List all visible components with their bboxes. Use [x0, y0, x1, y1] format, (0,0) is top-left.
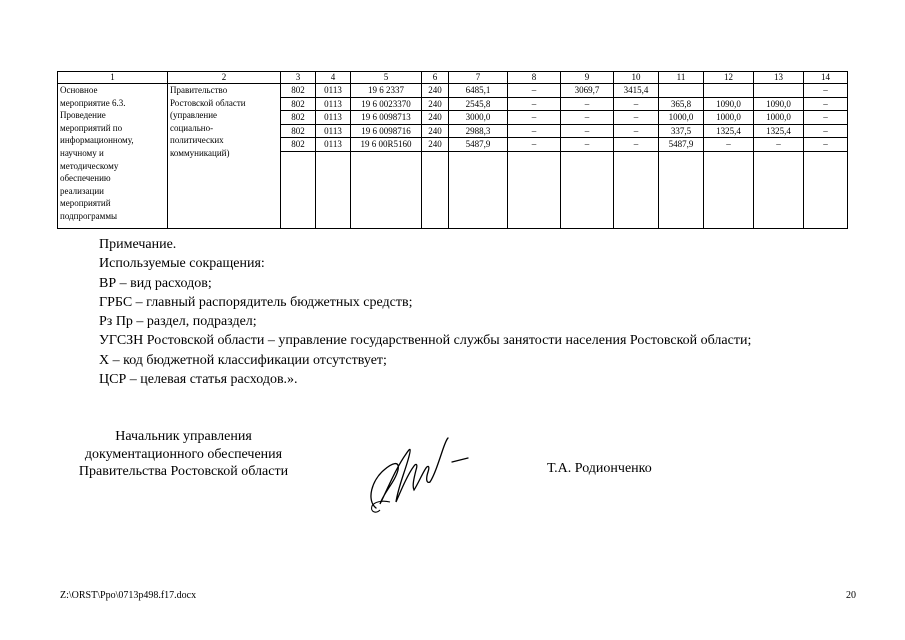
signatory-name: Т.А. Родионченко	[547, 461, 652, 476]
column-header: 12	[704, 72, 754, 84]
empty-cell	[351, 151, 422, 228]
activity-line: мероприятий по	[60, 122, 123, 133]
table-cell: 1325,4	[704, 124, 754, 138]
table-cell: 0113	[316, 124, 351, 138]
table-cell	[704, 84, 754, 98]
table-cell: –	[561, 138, 614, 152]
table-cell: –	[614, 97, 659, 111]
note-line: Примечание.	[99, 237, 177, 252]
empty-cell	[508, 151, 561, 228]
note-line: УГСЗН Ростовской области – управление государственной службы занятости населения Ростовской области;	[99, 333, 752, 349]
table-cell: –	[704, 138, 754, 152]
column-header: 5	[351, 72, 422, 84]
table-cell: 0113	[316, 138, 351, 152]
table-cell: 802	[281, 111, 316, 125]
column-header: 10	[614, 72, 659, 84]
activity-line: подпрограммы	[60, 210, 118, 221]
activity-line: мероприятие 6.3.	[60, 97, 126, 108]
table-cell: 1090,0	[704, 97, 754, 111]
table-cell: 240	[422, 84, 449, 98]
table-cell: 3415,4	[614, 84, 659, 98]
empty-cell	[614, 151, 659, 228]
table-cell: 2988,3	[449, 124, 508, 138]
column-header: 11	[659, 72, 704, 84]
note-line: Рз Пр – раздел, подраздел;	[99, 314, 257, 330]
column-header: 8	[508, 72, 561, 84]
table-cell: 19 6 2337	[351, 84, 422, 98]
table-cell: 1000,0	[659, 111, 704, 125]
empty-cell	[754, 151, 804, 228]
table-cell: 19 6 00R5160	[351, 138, 422, 152]
note-line: Х – код бюджетной классификации отсутствует;	[99, 352, 387, 368]
empty-cell	[804, 151, 848, 228]
activity-line: информационному,	[60, 135, 134, 146]
activity-cell	[58, 84, 168, 229]
activity-line: обеспечению	[60, 173, 111, 184]
table-cell: 1000,0	[754, 111, 804, 125]
empty-cell	[422, 151, 449, 228]
table-cell: 3000,0	[449, 111, 508, 125]
empty-cell	[704, 151, 754, 228]
executor-line: Правительство	[170, 85, 228, 95]
table-cell: –	[804, 111, 848, 125]
table-cell: 802	[281, 138, 316, 152]
table-cell: –	[508, 97, 561, 111]
column-header: 13	[754, 72, 804, 84]
column-header: 2	[168, 72, 281, 84]
table-cell: –	[508, 84, 561, 98]
table-cell: 6485,1	[449, 84, 508, 98]
table-cell: –	[804, 97, 848, 111]
note-line: ГРБС – главный распорядитель бюджетных средств;	[99, 294, 413, 310]
note-line: ЦСР – целевая статья расходов.».	[99, 372, 298, 388]
table-cell: 5487,9	[449, 138, 508, 152]
executor-line: (управление	[170, 110, 218, 121]
table-cell: –	[561, 111, 614, 125]
table-header-row	[58, 72, 848, 84]
table-cell: –	[508, 138, 561, 152]
table-cell: –	[508, 111, 561, 125]
executor-line: коммуникаций)	[170, 147, 230, 158]
table-cell: 3069,7	[561, 84, 614, 98]
table-cell	[754, 84, 804, 98]
activity-line: реализации	[60, 185, 104, 196]
table-cell: 802	[281, 124, 316, 138]
position-line: документационного обеспечения	[84, 446, 283, 462]
table-cell: 240	[422, 97, 449, 111]
note-line: ВР – вид расходов;	[99, 275, 212, 291]
table-cell: –	[804, 84, 848, 98]
table-cell: 1325,4	[754, 124, 804, 138]
table-cell: 240	[422, 111, 449, 125]
empty-cell	[316, 151, 351, 228]
table-cell: 0113	[316, 84, 351, 98]
table-cell: 19 6 0098716	[351, 124, 422, 138]
column-header: 9	[561, 72, 614, 84]
table-cell: –	[754, 138, 804, 152]
activity-line: Основное	[60, 85, 98, 95]
table-cell: 240	[422, 124, 449, 138]
page-number: 20	[846, 590, 856, 601]
activity-line: Проведение	[60, 110, 106, 121]
table-row	[58, 84, 848, 98]
column-header: 14	[804, 72, 848, 84]
column-header: 4	[316, 72, 351, 84]
table-cell: 802	[281, 84, 316, 98]
column-header: 1	[58, 72, 168, 84]
signatory-position	[60, 428, 307, 481]
table-cell: 240	[422, 138, 449, 152]
table-cell	[659, 84, 704, 98]
activity-line: методическому	[60, 160, 119, 171]
column-header: 6	[422, 72, 449, 84]
table-cell: –	[614, 138, 659, 152]
budget-table	[57, 71, 848, 229]
executor-line: политических	[170, 135, 224, 146]
table-cell: 802	[281, 97, 316, 111]
empty-cell	[281, 151, 316, 228]
table-cell: –	[614, 111, 659, 125]
column-header: 7	[449, 72, 508, 84]
executor-cell	[168, 84, 281, 229]
table-cell: 365,8	[659, 97, 704, 111]
position-line: Начальник управления	[115, 429, 252, 444]
table-cell: 2545,8	[449, 97, 508, 111]
activity-line: научному и	[60, 147, 104, 158]
table-cell: 0113	[316, 111, 351, 125]
table-cell: 1000,0	[704, 111, 754, 125]
table-cell: –	[614, 124, 659, 138]
table-cell: 19 6 0023370	[351, 97, 422, 111]
handwritten-signature	[362, 430, 472, 520]
table-cell: –	[804, 138, 848, 152]
empty-cell	[449, 151, 508, 228]
position-line: Правительства Ростовской области	[78, 464, 289, 480]
footer-file-path: Z:\ORST\Ppo\0713p498.f17.docx	[60, 590, 197, 601]
table-cell: 337,5	[659, 124, 704, 138]
note-line: Используемые сокращения:	[99, 256, 265, 272]
table-cell: 5487,9	[659, 138, 704, 152]
table-cell: 0113	[316, 97, 351, 111]
executor-line: Ростовской области	[170, 97, 246, 108]
executor-line: социально-	[170, 122, 214, 133]
table-cell: –	[561, 97, 614, 111]
table-cell: 19 6 0098713	[351, 111, 422, 125]
activity-line: мероприятий	[60, 198, 111, 209]
note-block	[99, 235, 751, 389]
column-header: 3	[281, 72, 316, 84]
table-cell: –	[804, 124, 848, 138]
table-cell: –	[508, 124, 561, 138]
empty-cell	[659, 151, 704, 228]
table-cell: 1090,0	[754, 97, 804, 111]
empty-cell	[561, 151, 614, 228]
table-cell: –	[561, 124, 614, 138]
